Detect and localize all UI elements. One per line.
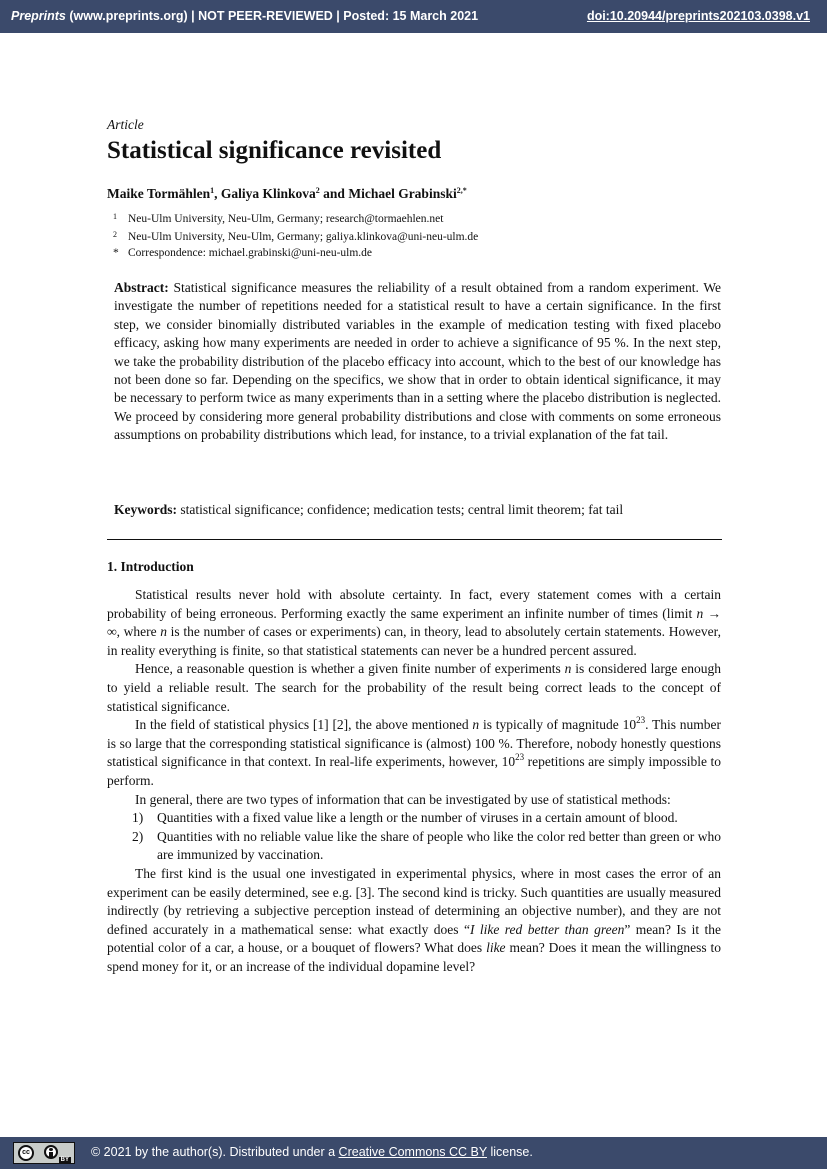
list-number: 2) [132,828,144,844]
author-name: Galiya Klinkova [220,186,316,201]
correspondence-text: Correspondence: michael.grabinski@uni-neu-ulm.de [128,247,373,259]
list-item-text: Quantities with a fixed value like a length or the number of viruses in a certain amount of blood. [157,810,678,826]
affiliation-line [113,212,443,225]
paragraph-text: , where [116,624,161,640]
paragraph: In general, there are two types of information that can be investigated by use of statistical methods: [135,791,671,807]
paragraph [107,586,721,660]
paragraph-text: The first kind is the usual one investigated in experimental physics, where in most cases the error of an experiment can be easily determined, see e.g. [3]. The second kind is tricky. Such quantities are usually measured indirectly (by retrieving a subjective perception instead of determining an objective number), and they are not defined accurately in a mathematical sense: what exactly does “ [107,865,721,937]
abstract-label: Abstract: [114,280,169,295]
power-exponent: 23 [636,715,646,726]
paragraph-text: . This number is so large that the corresponding statistical significance is (almost) 100 %. Therefore, nobody honestly questions statistical significance in that context. In real-life experiments, however, [107,717,722,770]
numbered-list [107,809,721,865]
article-type-label: Article [107,117,144,132]
paragraph-text: is considered large enough to yield a reliable result. The search for the probability of the result being correct leads to the concept of statistical significance. [107,661,721,714]
author-list [107,186,467,202]
author-affil-sup: 2 [315,186,320,195]
italic-phrase: like [486,940,506,956]
attribution-person-icon [44,1145,58,1159]
affiliation-mark: * [113,247,119,259]
paragraph-text: Statistical results never hold with absolute certainty. In fact, every statement comes with a certain probability of being erroneous. Performing exactly the same experiment an infinite number of times (limit [107,587,721,621]
paragraph-text: mean? Does it mean the willingness to spend money for it, or an increase of the individual dopamine level? [107,940,721,974]
paragraph-text: repetitions are simply impossible to perform. [107,754,721,788]
section-heading: 1. Introduction [107,559,194,574]
paper-title: Statistical significance revisited [107,137,442,164]
author-name: Maike Tormählen [107,186,211,201]
list-item [107,809,721,828]
cc-by-badge[interactable] [13,1142,75,1164]
math-inline: n [160,624,168,640]
math-inline: n → ∞ [107,605,722,640]
affiliation-mark: 1 [113,212,117,221]
affiliation-line [113,230,478,243]
license-prefix: © 2021 by the author(s). Distributed under a [91,1145,339,1159]
power-base: 10 [622,717,637,733]
license-link[interactable]: Creative Commons CC BY [338,1145,487,1159]
preprint-header-bar [0,0,827,33]
abstract-text: Statistical significance measures the reliability of a result obtained from a random experiment. We investigate the number of repetitions needed for a statistical result to have a certain significance. In the first step, we consider binomially distributed variables in the example of medication testing with fixed placebo efficacy, asking how many experiments are needed in order to achieve a significance of 95 %. In the next step, we take the probability distribution of the placebo efficacy into account, which to the best of our knowledge has not been done so far. Depending on the specifics, we show that in order to obtain identical significance, it may be necessary to perform twice as many experiments than in a setting where the placebo distribution is neglected. We proceed by considering more general probability distributions and close with comments on some erroneous assumptions on probability distributions which lead, for instance, to a trivial explanation of the fat tail. [114,280,721,443]
keywords-label: Keywords: [114,502,177,517]
author-separator: and [319,186,349,201]
author-name: Michael Grabinski [348,186,457,201]
preprints-name: Preprints [11,9,66,23]
paragraph-text: is the number of cases or experiments) can, in theory, lead to absolutely certain statements. However, in reality everything is finite, so that statistical statements can never be a hundred percent assured. [107,624,722,658]
author-affil-sup: 1 [210,186,215,195]
paragraph [107,716,721,790]
power-exponent: 23 [515,752,525,763]
paragraph-text: is typically of magnitude [479,717,623,733]
italic-phrase: I like red better than green [469,921,625,937]
license-footer-bar [0,1137,827,1169]
affiliation-text: Neu-Ulm University, Neu-Ulm, Germany; galiya.klinkova@uni-neu-ulm.de [128,231,479,243]
license-text [91,1145,533,1159]
abstract [114,279,721,445]
keywords-text: statistical significance; confidence; medication tests; central limit theorem; fat tail [177,502,624,517]
license-suffix: license. [486,1145,533,1159]
paragraph-text: ” mean? Is it the potential color of a car, a house, or a bouquet of flowers? What does [107,921,722,956]
doi-link[interactable]: doi:10.20944/preprints202103.0398.v1 [586,9,810,23]
paragraph-text: Hence, a reasonable question is whether a given finite number of experiments [135,661,565,677]
list-number: 1) [132,810,144,826]
math-inline: n [564,661,572,677]
creative-commons-icon: cc [18,1145,34,1161]
preprint-status: (www.preprints.org) | NOT PEER-REVIEWED | Posted: 15 March 2021 [65,9,479,23]
keywords [114,502,721,518]
power-base: 10 [501,754,516,770]
paragraph [107,865,721,977]
section-divider [107,539,722,540]
paragraph [107,660,721,716]
correspondence-line [113,247,372,259]
section-body [107,586,721,976]
math-inline: n [472,717,480,733]
author-separator: , [214,186,221,201]
by-label: BY [60,1157,69,1163]
paragraph-text: In the field of statistical physics [1] [2], the above mentioned [135,717,473,733]
affiliation-text: Neu-Ulm University, Neu-Ulm, Germany; research@tormaehlen.net [128,213,444,225]
list-item-text: Quantities with no reliable value like the share of people who like the color red better than green or who are immunized by vaccination. [157,828,721,863]
affiliation-mark: 2 [113,230,117,239]
author-affil-sup: 2,* [456,186,467,195]
list-item [107,828,721,865]
preprint-banner [11,9,478,23]
